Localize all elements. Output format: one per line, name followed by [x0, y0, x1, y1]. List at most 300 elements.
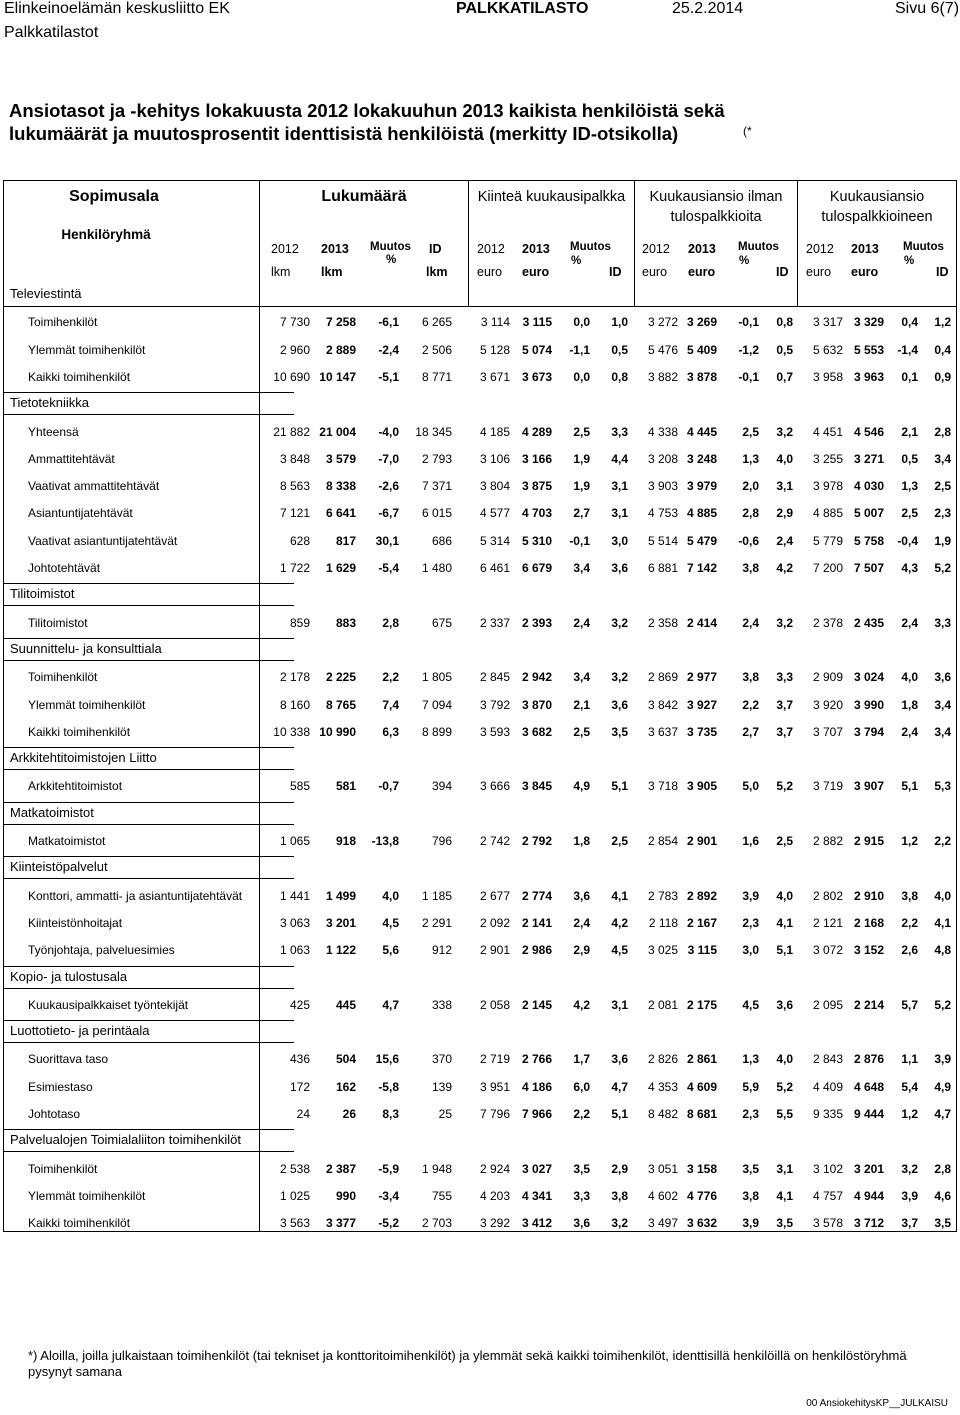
table-cell: 3,9: [934, 1052, 951, 1067]
table-cell: 755: [431, 1188, 452, 1203]
table-cell: 8 482: [647, 1107, 678, 1121]
col-group-kiintea: Kiinteä kuukausipalkka: [477, 189, 626, 205]
table-row: [4, 616, 956, 634]
subhead-muutos: Muutos: [738, 241, 779, 253]
subhead-euro: euro: [806, 265, 832, 279]
table-cell: 2 677: [479, 888, 510, 903]
table-cell: 1,8: [901, 697, 918, 712]
table-cell: 10 338: [273, 724, 310, 739]
table-row: [4, 1107, 956, 1125]
section-title: Kopio- ja tulostusala: [10, 968, 128, 984]
table-cell: -2,4: [378, 342, 399, 357]
table-cell: 5,0: [742, 779, 759, 794]
section-title: Suunnittelu- ja konsulttiala: [10, 640, 162, 656]
table-row: [4, 370, 956, 388]
table-cell: 3 682: [521, 724, 552, 739]
table-cell: 2 092: [479, 915, 510, 930]
table-cell: 3,2: [776, 424, 793, 439]
table-cell: 0,8: [776, 315, 793, 330]
table-cell: 0,4: [934, 342, 951, 357]
table-cell: 2,5: [934, 479, 951, 494]
table-cell: 2 214: [853, 997, 884, 1012]
table-cell: 5 409: [686, 342, 717, 357]
table-cell: 0,7: [776, 369, 793, 384]
table-cell: 3 377: [325, 1216, 356, 1231]
table-cell: 5 779: [812, 533, 843, 548]
table-cell: 3 735: [686, 724, 717, 739]
table-cell: 2 909: [812, 670, 843, 685]
table-cell: 370: [431, 1052, 452, 1067]
table-cell: 3,2: [901, 1161, 918, 1176]
row-label: Ammattitehtävät: [28, 451, 115, 466]
table-cell: 1 948: [421, 1161, 452, 1176]
table-cell: 990: [335, 1188, 356, 1203]
org-name: Elinkeinoelämän keskusliitto EK: [4, 0, 230, 17]
table-cell: 3,3: [776, 670, 793, 685]
table-row: [4, 943, 956, 961]
table-cell: 3 115: [687, 943, 717, 958]
table-cell: 2 854: [647, 834, 678, 848]
table-cell: 3 063: [279, 915, 310, 930]
table-cell: 3,9: [742, 1216, 759, 1231]
table-cell: 5 632: [812, 342, 843, 357]
row-label: Suorittava taso: [28, 1052, 109, 1067]
table-cell: 5,2: [776, 1079, 793, 1094]
table-cell: 2,8: [934, 1161, 951, 1176]
section-title: Televiestintä: [10, 286, 82, 301]
table-cell: -5,2: [378, 1216, 399, 1231]
table-cell: 3 707: [812, 724, 843, 739]
table-cell: 4,5: [742, 997, 759, 1012]
table-cell: 5,3: [934, 779, 951, 794]
col-group-ilman: Kuukausiansio ilman tulospalkkioita: [649, 189, 783, 225]
table-cell: -0,1: [738, 369, 759, 384]
table-cell: 2 095: [812, 997, 843, 1012]
subhead-euro: euro: [688, 265, 716, 279]
table-cell: 4 602: [647, 1188, 678, 1203]
table-cell: 338: [431, 997, 452, 1012]
table-cell: 4 577: [479, 506, 510, 521]
table-cell: 4 776: [686, 1188, 717, 1203]
table-cell: 4 338: [647, 424, 678, 439]
table-cell: 1,9: [573, 451, 590, 466]
table-cell: 7 507: [853, 561, 884, 575]
table-cell: 425: [289, 997, 310, 1012]
table-cell: 3,4: [934, 451, 951, 466]
table-cell: 4 445: [686, 424, 717, 439]
table-cell: -5,9: [378, 1161, 399, 1176]
table-cell: 4,3: [901, 561, 918, 575]
section-title: Tietotekniikka: [10, 395, 89, 411]
table-cell: 2 118: [648, 915, 678, 930]
table-cell: 2 802: [812, 888, 843, 903]
table-cell: 4 944: [853, 1188, 884, 1203]
subhead-2012: 2012: [642, 242, 670, 256]
table-cell: 1 722: [279, 561, 310, 575]
table-cell: 3,3: [934, 615, 951, 630]
table-cell: 139: [431, 1079, 452, 1094]
table-cell: 2 225: [325, 670, 356, 685]
table-cell: 3,2: [611, 670, 628, 685]
table-cell: 4,5: [611, 943, 628, 958]
table-cell: 686: [431, 533, 452, 548]
table-cell: 4,0: [901, 670, 918, 685]
table-cell: 5,7: [901, 997, 918, 1012]
table-cell: 3,9: [742, 888, 759, 903]
table-cell: 6 015: [421, 506, 452, 521]
table-cell: 2,9: [776, 506, 793, 521]
table-cell: 883: [335, 615, 356, 630]
table-cell: 8 563: [279, 479, 310, 494]
table-cell: 3 927: [686, 697, 717, 712]
table-row: [4, 1162, 956, 1180]
table-cell: 3,7: [776, 724, 793, 739]
subhead-2012: 2012: [271, 242, 299, 256]
table-cell: 2 924: [479, 1161, 510, 1176]
table-row: [4, 916, 956, 934]
table-cell: 10 690: [273, 369, 310, 384]
table-cell: 3,5: [776, 1216, 793, 1231]
table-cell: 4,9: [934, 1079, 951, 1094]
row-label: Vaativat asiantuntijatehtävät: [28, 533, 178, 548]
row-label: Kaikki toimihenkilöt: [28, 1216, 131, 1231]
table-cell: 2,8: [742, 506, 759, 521]
table-row: [4, 534, 956, 552]
table-cell: 6 641: [325, 506, 356, 521]
table-cell: 2 387: [325, 1161, 356, 1176]
table-cell: 2 869: [647, 670, 678, 685]
table-cell: 3,5: [934, 1216, 951, 1231]
table-cell: 4,0: [934, 888, 951, 903]
table-cell: 5 128: [479, 342, 510, 357]
table-cell: 817: [335, 533, 356, 548]
table-cell: 1,1: [901, 1052, 918, 1067]
table-cell: 4,2: [573, 997, 590, 1012]
table-cell: 7 142: [686, 561, 717, 575]
table-cell: 8 160: [279, 697, 310, 712]
subhead-pct: %: [571, 255, 582, 267]
table-cell: 7 121: [279, 506, 310, 521]
subhead-euro: euro: [522, 265, 550, 279]
table-cell: 3,3: [611, 424, 628, 439]
table-cell: 6,0: [573, 1079, 590, 1094]
table-cell: 2 121: [812, 915, 843, 930]
table-cell: 8,3: [382, 1107, 399, 1121]
table-cell: 4,1: [776, 915, 793, 930]
table-cell: 5 479: [686, 533, 717, 548]
table-cell: 436: [289, 1052, 310, 1067]
table-cell: 3,0: [742, 943, 759, 958]
table-cell: 3 632: [686, 1216, 717, 1231]
row-label: Toimihenkilöt: [28, 670, 98, 685]
table-cell: 3,4: [573, 561, 590, 575]
row-label: Yhteensä: [28, 424, 79, 439]
table-cell: 3 024: [853, 670, 884, 685]
table-cell: -1,4: [897, 342, 918, 357]
table-cell: 2,5: [776, 834, 793, 848]
table-cell: 5,2: [934, 561, 951, 575]
table-cell: 5,1: [776, 943, 793, 958]
table-cell: 3 027: [521, 1161, 552, 1176]
table-cell: 585: [289, 779, 310, 794]
table-cell: 2,2: [573, 1107, 590, 1121]
table-cell: 2,2: [382, 670, 399, 685]
table-row: [4, 725, 956, 743]
table-cell: 3,8: [742, 670, 759, 685]
table-cell: 4,1: [776, 1188, 793, 1203]
table-cell: 5,5: [776, 1107, 793, 1121]
row-label: Kaikki toimihenkilöt: [28, 724, 131, 739]
table-cell: 18 345: [415, 424, 452, 439]
subhead-euro: euro: [851, 265, 879, 279]
table-cell: 3,2: [611, 1216, 628, 1231]
table-cell: 2 703: [421, 1216, 452, 1231]
table-cell: 162: [335, 1079, 356, 1094]
table-cell: 445: [335, 997, 356, 1012]
table-cell: 0,5: [776, 342, 793, 357]
table-cell: 2 793: [421, 451, 452, 466]
row-label: Toimihenkilöt: [28, 315, 98, 330]
table-cell: 2,7: [573, 506, 590, 521]
table-cell: -0,1: [569, 533, 590, 548]
report-title-line-1: Ansiotasot ja -kehitys lokakuusta 2012 lokakuuhun 2013 kaikista henkilöistä sekä: [9, 100, 725, 121]
table-cell: 7 200: [812, 561, 843, 575]
table-cell: 1,2: [934, 315, 951, 330]
table-cell: 4,8: [934, 943, 951, 958]
table-cell: 3,1: [611, 506, 628, 521]
table-cell: 3,4: [934, 724, 951, 739]
table-cell: 3 951: [479, 1079, 510, 1094]
subhead-2012: 2012: [477, 242, 505, 256]
table-cell: 3,1: [776, 479, 793, 494]
table-cell: 2 986: [521, 943, 552, 958]
footnote-mark: (*: [743, 124, 752, 138]
table-cell: 3 848: [279, 451, 310, 466]
table-cell: 5 514: [647, 533, 678, 548]
table-row: [4, 1080, 956, 1098]
table-cell: -3,4: [378, 1188, 399, 1203]
table-cell: 3 792: [479, 697, 510, 712]
table-cell: 3,8: [901, 888, 918, 903]
table-cell: 3 673: [521, 369, 552, 384]
table-row: [4, 506, 956, 524]
table-cell: 4 609: [686, 1079, 717, 1094]
table-cell: 1 441: [279, 888, 310, 903]
table-cell: 1 065: [279, 834, 310, 848]
table-cell: 3 593: [479, 724, 510, 739]
table-cell: 3 978: [812, 479, 843, 494]
table-cell: 5,2: [776, 779, 793, 794]
table-cell: 4 648: [853, 1079, 884, 1094]
row-label: Ylemmät toimihenkilöt: [28, 697, 146, 712]
table-cell: 7 730: [279, 315, 310, 330]
table-cell: 8 338: [325, 479, 356, 494]
table-cell: -6,1: [378, 315, 399, 330]
table-cell: -7,0: [378, 451, 399, 466]
table-cell: 2,2: [934, 834, 951, 848]
table-cell: 2 826: [647, 1052, 678, 1067]
table-cell: 2 291: [421, 915, 452, 930]
table-cell: 5,1: [611, 1107, 628, 1121]
table-cell: 4,0: [776, 1052, 793, 1067]
table-cell: 1,2: [901, 1107, 918, 1121]
table-cell: 4 185: [479, 424, 510, 439]
table-cell: 4 885: [812, 506, 843, 521]
table-cell: 26: [342, 1107, 356, 1121]
subhead-lkm: lkm: [271, 265, 291, 279]
table-cell: 2 414: [686, 615, 717, 630]
table-cell: 2 766: [521, 1052, 552, 1067]
table-cell: 7 966: [521, 1107, 552, 1121]
table-cell: 7,4: [382, 697, 399, 712]
subhead-muutos: Muutos: [903, 241, 944, 253]
table-cell: 21 004: [319, 424, 356, 439]
table-cell: 3,3: [573, 1188, 590, 1203]
table-cell: 3 208: [647, 451, 678, 466]
table-row: [4, 343, 956, 361]
table-cell: 3 255: [812, 451, 843, 466]
table-cell: 5,6: [382, 943, 399, 958]
table-cell: 1,7: [573, 1052, 590, 1067]
table-cell: 504: [335, 1052, 356, 1067]
table-cell: -0,7: [378, 779, 399, 794]
table-cell: 4 757: [812, 1188, 843, 1203]
table-cell: 2 719: [479, 1052, 510, 1067]
table-cell: 3,6: [776, 997, 793, 1012]
table-cell: 4,0: [382, 888, 399, 903]
table-cell: 4 341: [521, 1188, 552, 1203]
col-henkiloryhma: Henkilöryhmä: [61, 227, 151, 242]
table-cell: 2 882: [812, 834, 843, 848]
table-cell: 2,1: [901, 424, 918, 439]
table-cell: 4 203: [479, 1188, 510, 1203]
table-cell: 3,4: [934, 697, 951, 712]
table-cell: 3,7: [901, 1216, 918, 1231]
table-cell: 2 792: [521, 834, 552, 848]
table-cell: 6 679: [521, 561, 552, 575]
table-cell: 3 579: [325, 451, 356, 466]
row-label: Esimiestaso: [28, 1079, 93, 1094]
table-cell: 5 553: [853, 342, 884, 357]
table-cell: 0,0: [573, 369, 590, 384]
table-cell: 5 476: [647, 342, 678, 357]
doc-type: PALKKATILASTO: [456, 0, 589, 17]
table-cell: -5,1: [378, 369, 399, 384]
table-cell: 2 892: [686, 888, 717, 903]
table-cell: 912: [431, 943, 452, 958]
subhead-lkm: lkm: [426, 265, 448, 279]
row-label: Ylemmät toimihenkilöt: [28, 1188, 146, 1203]
table-cell: 4 409: [812, 1079, 843, 1094]
table-cell: 3 051: [647, 1161, 678, 1176]
table-cell: 4 186: [521, 1079, 552, 1094]
table-cell: 2,5: [573, 724, 590, 739]
table-cell: 4,6: [934, 1188, 951, 1203]
doc-date: 25.2.2014: [672, 0, 744, 17]
table-cell: 8 681: [686, 1107, 717, 1121]
row-label: Työnjohtaja, palveluesimies: [28, 943, 175, 958]
table-row: [4, 315, 956, 333]
table-cell: 2,8: [934, 424, 951, 439]
table-cell: 2,4: [776, 533, 793, 548]
col-group-tulospalkkioineen: Kuukausiansio tulospalkkioineen: [821, 189, 933, 225]
table-cell: 6 881: [647, 561, 678, 575]
table-cell: 3,5: [742, 1161, 759, 1176]
table-cell: 1,3: [742, 1052, 759, 1067]
table-cell: 3 317: [812, 315, 843, 330]
table-cell: 1 805: [421, 670, 452, 685]
table-row: [4, 779, 956, 797]
table-cell: 4 753: [647, 506, 678, 521]
table-cell: 7 094: [421, 697, 452, 712]
subhead-pct: %: [739, 255, 750, 267]
table-cell: 5 758: [853, 533, 884, 548]
table-cell: 0,9: [934, 369, 951, 384]
table-cell: 628: [289, 533, 310, 548]
table-cell: 9 444: [853, 1107, 884, 1121]
table-cell: 8 765: [325, 697, 356, 712]
table-cell: 3 842: [647, 697, 678, 712]
table-cell: 2 175: [686, 997, 717, 1012]
table-cell: 2 942: [521, 670, 552, 685]
table-cell: 2 876: [853, 1052, 884, 1067]
table-cell: 3 878: [686, 369, 717, 384]
table-cell: 3 870: [521, 697, 552, 712]
table-cell: 2 843: [812, 1052, 843, 1067]
table-cell: 2 178: [279, 670, 310, 685]
table-cell: 3,1: [776, 1161, 793, 1176]
table-cell: 3 666: [479, 779, 510, 794]
subhead-2012: 2012: [806, 242, 834, 256]
table-cell: -0,6: [738, 533, 759, 548]
table-cell: 3,7: [776, 697, 793, 712]
table-row: [4, 1052, 956, 1070]
table-cell: 2,4: [742, 615, 759, 630]
table-cell: 2,3: [934, 506, 951, 521]
table-cell: 8 899: [421, 724, 452, 739]
section-title: Tilitoimistot: [10, 586, 75, 602]
table-cell: 0,1: [901, 369, 918, 384]
table-cell: 3 072: [812, 943, 843, 958]
table-cell: 0,5: [901, 451, 918, 466]
table-cell: 2 081: [647, 997, 678, 1012]
table-cell: 2 435: [853, 615, 884, 630]
table-cell: 2 901: [686, 834, 717, 848]
table-cell: 3,1: [611, 997, 628, 1012]
table-cell: 3 920: [812, 697, 843, 712]
table-cell: 4,4: [611, 451, 628, 466]
table-cell: 172: [289, 1079, 310, 1094]
table-cell: 2 960: [279, 342, 310, 357]
table-cell: 1 480: [421, 561, 452, 575]
section-title: Luottotieto- ja perintäala: [10, 1023, 150, 1039]
table-cell: 8 771: [421, 369, 452, 384]
table-cell: -13,8: [371, 834, 399, 848]
table-cell: 2,4: [573, 615, 590, 630]
table-cell: 1 025: [279, 1188, 310, 1203]
table-cell: 796: [431, 834, 452, 848]
table-cell: 3,6: [611, 1052, 628, 1067]
table-cell: 5,2: [934, 997, 951, 1012]
table-cell: -2,6: [378, 479, 399, 494]
table-cell: 1 629: [325, 561, 356, 575]
table-cell: 4 546: [853, 424, 884, 439]
row-label: Asiantuntijatehtävät: [28, 506, 133, 521]
row-label: Tilitoimistot: [28, 615, 88, 630]
table-cell: 3 114: [480, 315, 510, 330]
table-cell: -1,1: [569, 342, 590, 357]
table-cell: 3,8: [742, 1188, 759, 1203]
